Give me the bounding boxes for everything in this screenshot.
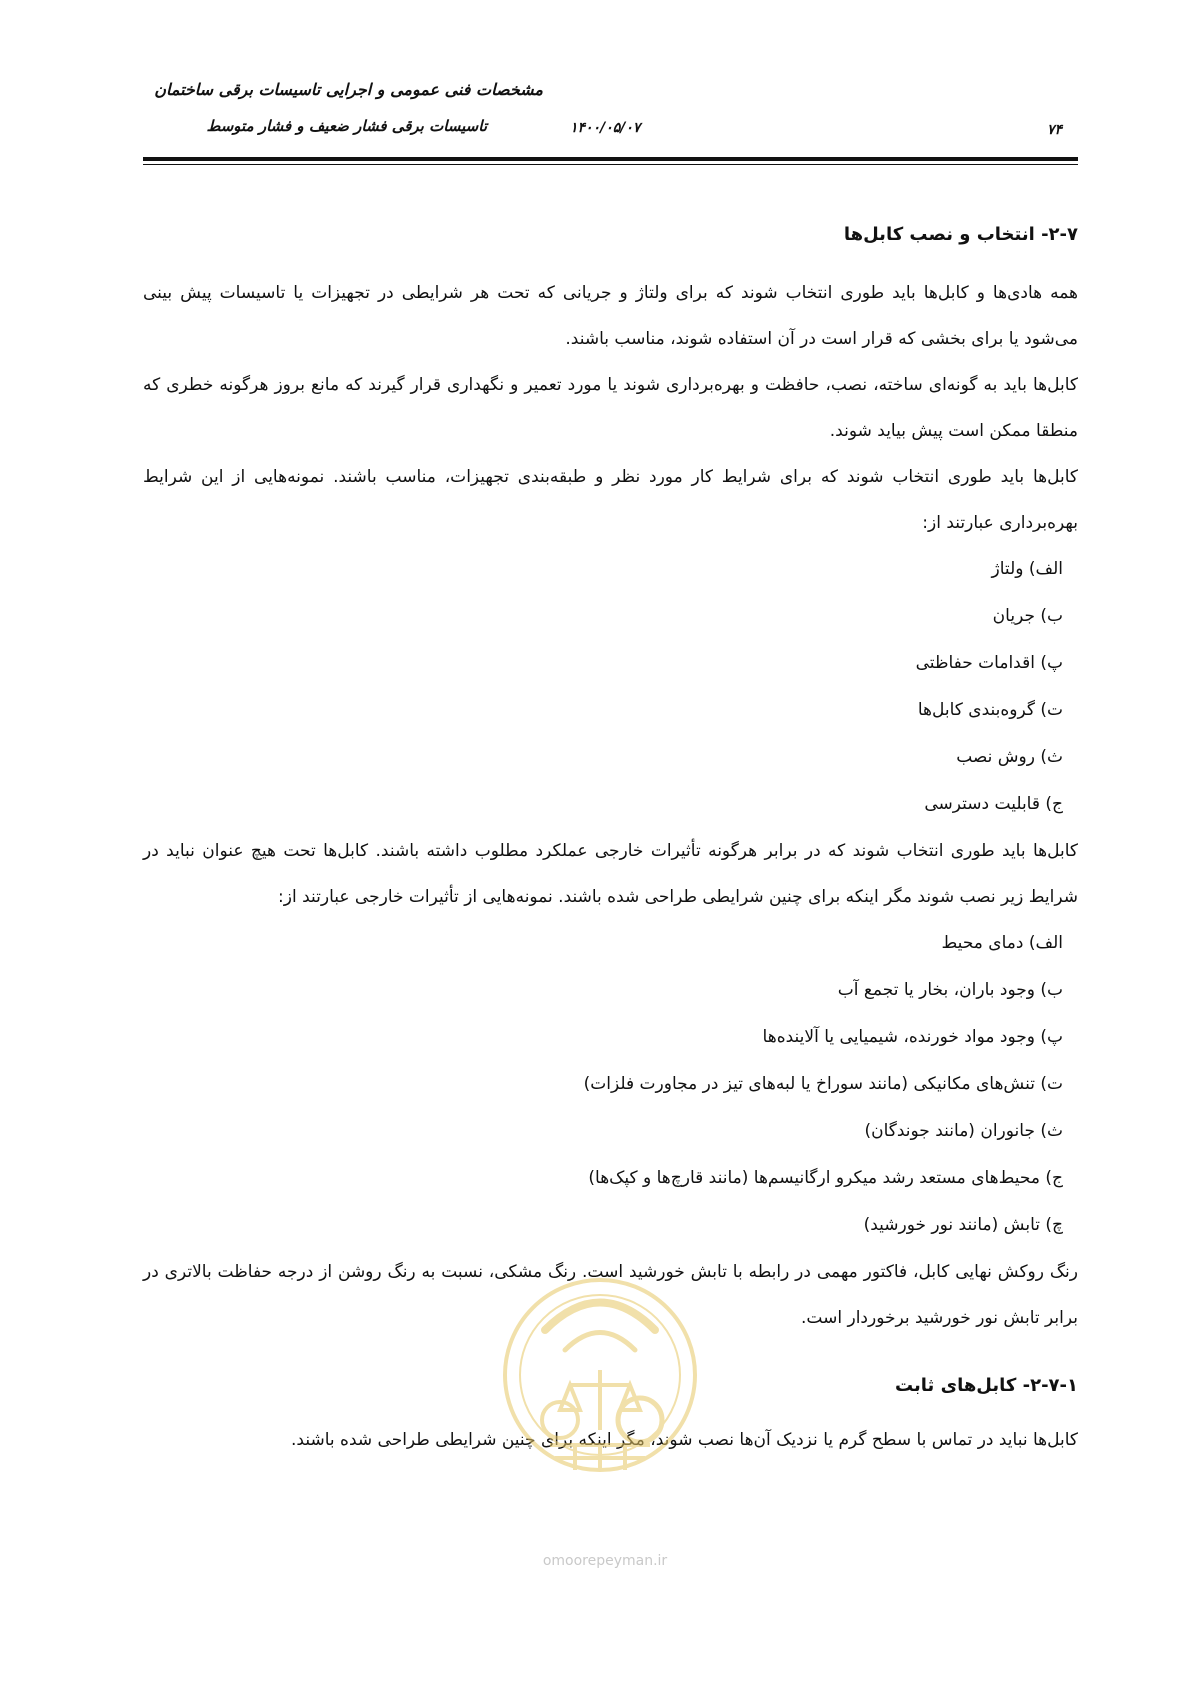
header-divider-thick — [143, 157, 1078, 161]
operating-conditions-list — [143, 546, 1078, 828]
list-item: ج) قابلیت دسترسی — [924, 794, 1063, 814]
list-item: ب) جریان — [992, 606, 1063, 626]
header-divider-thin — [143, 164, 1078, 165]
list-item: ث) روش نصب — [956, 747, 1063, 767]
list-item: پ) اقدامات حفاظتی — [915, 653, 1063, 673]
list-item: الف) دمای محیط — [941, 933, 1063, 953]
list-item: چ) تابش (مانند نور خورشید) — [863, 1215, 1063, 1235]
body-paragraph: رنگ روکش نهایی کابل، فاکتور مهمی در رابطه با تابش خورشید است. رنگ مشکی، نسبت به رنگ روشن از درجه حفاظت بالاتری در برابر تابش نور خورشید برخوردار است. — [143, 1262, 1078, 1328]
body-paragraph: کابل‌ها باید طوری انتخاب شوند که در برابر هرگونه تأثیرات خارجی عملکرد مطلوب داشته باشند. کابل‌ها تحت هیچ عنوان نباید در شرایط زیر نصب شوند مگر اینکه برای چنین شرایطی طراحی شده باشند. نمونه‌هایی از تأثیرات خارجی عبارتند از: — [143, 841, 1078, 907]
document-body — [143, 212, 1078, 1463]
section-heading: ۲-۷- انتخاب و نصب کابل‌ها — [843, 224, 1078, 245]
subsection-heading: ۲-۷-۱- کابل‌های ثابت — [894, 1375, 1078, 1396]
list-item: ب) وجود باران، بخار یا تجمع آب — [837, 980, 1063, 1000]
header-page-number: ۷۴ — [1047, 122, 1063, 138]
body-paragraph: کابل‌ها نباید در تماس با سطح گرم یا نزدیک آن‌ها نصب شوند، مگر اینکه برای چنین شرایطی طراحی شده باشند. — [291, 1430, 1078, 1450]
list-item: ت) گروه‌بندی کابل‌ها — [917, 700, 1063, 720]
body-paragraph: کابل‌ها باید طوری انتخاب شوند که برای شرایط کار مورد نظر و طبقه‌بندی تجهیزات، مناسب باشند. نمونه‌هایی از این شرایط بهره‌برداری عبارتند از: — [143, 467, 1078, 533]
header-section-title: تاسیسات برقی فشار ضعیف و فشار متوسط — [206, 117, 487, 135]
list-item: ت) تنش‌های مکانیکی (مانند سوراخ یا لبه‌های تیز در مجاورت فلزات) — [583, 1074, 1063, 1094]
header-date: ۱۴۰۰/۰۵/۰۷ — [570, 120, 641, 136]
list-item: الف) ولتاژ — [991, 559, 1063, 579]
watermark-url: omoorepeyman.ir — [542, 1553, 668, 1569]
list-item: ث) جانوران (مانند جوندگان) — [864, 1121, 1063, 1141]
body-paragraph: کابل‌ها باید به گونه‌ای ساخته، نصب، حافظت و بهره‌برداری شوند یا مورد تعمیر و نگهداری قرار گیرند که مانع بروز هرگونه خطری که منطقا ممکن است پیش بیاید شوند. — [143, 375, 1078, 441]
external-influences-list — [143, 920, 1078, 1249]
body-paragraph: همه هادی‌ها و کابل‌ها باید طوری انتخاب شوند که برای ولتاژ و جریانی که تحت هر شرایطی در تجهیزات یا تاسیسات پیش بینی می‌شود یا برای بخشی که قرار است در آن استفاده شوند، مناسب باشند. — [143, 283, 1078, 349]
list-item: پ) وجود مواد خورنده، شیمیایی یا آلاینده‌ها — [762, 1027, 1063, 1047]
header-document-title: مشخصات فنی عمومی و اجرایی تاسیسات برقی ساختمان — [154, 80, 543, 99]
list-item: ج) محیط‌های مستعد رشد میکرو ارگانیسم‌ها (مانند قارچ‌ها و کپک‌ها) — [588, 1168, 1063, 1188]
